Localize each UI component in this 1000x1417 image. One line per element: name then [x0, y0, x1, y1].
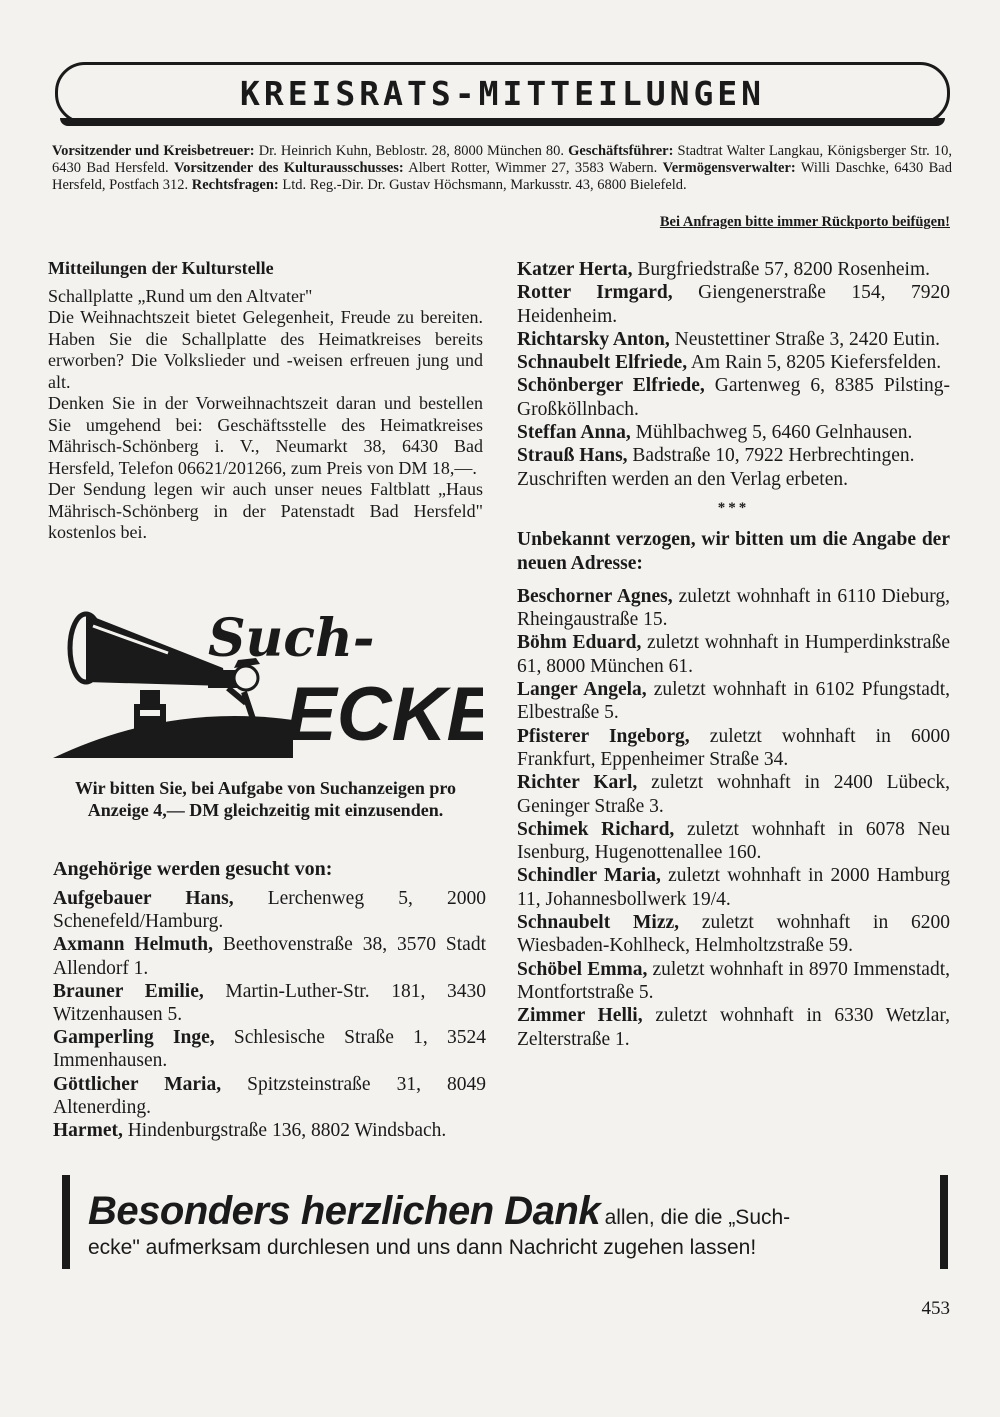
- kulturstelle-p3: Denken Sie in der Vorweihnachtszeit daran und bestellen Sie umgehend bei: Geschäftsstelle des Heimatkreises Mährisch-Schönberg i. V., Neumarkt 38, 6430 Bad Hersfeld, Telefon 06621/201266, zum Preis von DM 18,—.: [48, 393, 483, 478]
- header-banner-rule: [60, 118, 945, 126]
- suchecke-block-text: ECKE: [286, 672, 483, 757]
- dank-heading: Besonders herzlichen Dank: [88, 1189, 601, 1233]
- list-item: [53, 980, 486, 1026]
- entry-address: Mühlbachweg 5, 6460 Gelnhausen.: [630, 422, 913, 444]
- board-text-verm: Willi Daschke, 6430 Bad Hersfeld, Postfach 312.: [52, 160, 952, 193]
- entry-address: zuletzt wohnhaft in 6330 Wetzlar, Zelterstraße 1.: [517, 1005, 950, 1050]
- angehoerige-list: [53, 887, 486, 1142]
- entry-name: Richtarsky Anton,: [517, 328, 670, 350]
- list-item: [517, 631, 950, 678]
- entry-address: Giengenerstraße 154, 7920 Heidenheim.: [517, 282, 950, 327]
- entry-name: Rotter Irmgard,: [517, 282, 673, 304]
- entry-address: Hindenburgstraße 136, 8802 Windsbach.: [122, 1120, 447, 1142]
- entry-name: Böhm Eduard,: [517, 632, 642, 654]
- entry-address: Gartenweg 6, 8385 Pilsting-Großköllnbach.: [517, 375, 951, 420]
- board-text-vorsitz: Dr. Heinrich Kuhn, Beblostr. 28, 8000 München 80.: [254, 143, 569, 159]
- entry-name: Göttlicher Maria,: [53, 1073, 222, 1095]
- suchecke-illustration: [48, 608, 483, 778]
- list-item: [53, 1119, 486, 1142]
- entry-name: Strauß Hans,: [517, 445, 628, 467]
- list-item: [517, 444, 950, 467]
- section-divider-stars: ***: [717, 499, 750, 516]
- entry-address: Burgfriedstraße 57, 8200 Rosenheim.: [632, 259, 931, 280]
- pedestal-icon: [128, 690, 172, 746]
- entry-address: zuletzt wohnhaft in 6102 Pfungstadt, Elbestraße 5.: [517, 679, 951, 724]
- board-label-verm: Vermögensverwalter:: [662, 160, 796, 176]
- entry-name: Schönberger Elfriede,: [517, 375, 705, 397]
- entry-name: Axmann Helmuth,: [53, 934, 213, 956]
- entry-name: Schimek Richard,: [517, 818, 675, 840]
- kulturstelle-title: Mitteilungen der Kulturstelle: [48, 258, 274, 278]
- entry-name: Richter Karl,: [517, 772, 638, 794]
- list-item: [517, 911, 950, 958]
- entry-address: Spitzsteinstraße 31, 8049 Altenerding.: [53, 1073, 486, 1118]
- page-title: KREISRATS-MITTEILUNGEN: [239, 74, 766, 113]
- entry-name: Beschorner Agnes,: [517, 585, 673, 607]
- entry-address: zuletzt wohnhaft in 2000 Hamburg 11, Johannesbollwerk 19/4.: [517, 865, 950, 910]
- list-item: [517, 678, 950, 725]
- list-item: [517, 421, 950, 444]
- dank-box: [62, 1175, 948, 1269]
- list-item: [517, 281, 950, 328]
- list-item: [53, 1026, 486, 1072]
- list-item: [517, 725, 950, 772]
- list-item: [517, 771, 950, 818]
- suchecke-script-text: Such-: [208, 608, 375, 669]
- entry-address: zuletzt wohnhaft in 6200 Wiesbaden-Kohlheck, Helmholtzstraße 59.: [517, 912, 950, 957]
- entry-name: Steffan Anna,: [517, 422, 631, 444]
- list-item: [53, 1073, 486, 1119]
- entry-address: Martin-Luther-Str. 181, 3430 Witzenhausen 5.: [53, 980, 487, 1026]
- list-item: [517, 1004, 950, 1051]
- entry-address: Schlesische Straße 1, 3524 Immenhausen.: [53, 1027, 486, 1072]
- entry-address: zuletzt wohnhaft in Humperdinkstraße 61, 8000 München 61.: [517, 632, 950, 677]
- entry-name: Langer Angela,: [517, 679, 647, 701]
- entry-address: zuletzt wohnhaft in 2400 Lübeck, Geninger Straße 3.: [517, 772, 950, 817]
- list-item: [517, 374, 950, 421]
- entry-address: zuletzt wohnhaft in 6078 Neu Isenburg, Hugenottenallee 160.: [517, 818, 950, 864]
- list-item: [53, 933, 486, 979]
- page-number: 453: [921, 1298, 950, 1319]
- entry-address: Am Rain 5, 8205 Kiefersfelden.: [687, 352, 942, 374]
- entry-address: zuletzt wohnhaft in 8970 Immenstadt, Montfortstraße 5.: [517, 958, 950, 1003]
- unbekannt-title: Unbekannt verzogen, wir bitten um die Angabe der neuen Adresse:: [517, 529, 950, 574]
- right-entries-list: [517, 258, 950, 468]
- entry-name: Brauner Emilie,: [53, 980, 204, 1002]
- entry-name: Katzer Herta,: [517, 259, 633, 280]
- entry-address: Badstraße 10, 7922 Herbrechtingen.: [627, 445, 915, 467]
- rueckporto-note: Bei Anfragen bitte immer Rückporto beifügen!: [659, 214, 950, 230]
- list-item: [517, 328, 950, 351]
- entry-name: Schöbel Emma,: [517, 958, 648, 980]
- kulturstelle-section: [48, 258, 483, 544]
- list-item: [517, 864, 950, 911]
- entry-name: Schnaubelt Mizz,: [517, 912, 680, 934]
- entry-name: Zimmer Helli,: [517, 1005, 643, 1027]
- kulturstelle-p2: Die Weihnachtszeit bietet Gelegenheit, Freude zu bereiten. Haben Sie die Schallplatte des Heimatkreises bereits erworben? Die Volkslieder und -weisen erfreuen jung und alt.: [48, 307, 483, 392]
- entry-name: Gamperling Inge,: [53, 1027, 215, 1049]
- list-item: [517, 258, 950, 281]
- list-item: [517, 958, 950, 1005]
- suchecke-logo: [48, 608, 483, 778]
- board-label-recht: Rechtsfragen:: [191, 177, 279, 193]
- entry-name: Pfisterer Ingeborg,: [517, 725, 690, 747]
- kulturstelle-p1: Schallplatte „Rund um den Altvater": [48, 285, 313, 306]
- dank-line1-rest: allen, die die „Such-: [604, 1206, 791, 1229]
- list-item: [517, 585, 950, 632]
- entry-name: Aufgebauer Hans,: [53, 888, 234, 909]
- entry-name: Schindler Maria,: [517, 865, 661, 887]
- kulturstelle-p4: Der Sendung legen wir auch unser neues Faltblatt „Haus Mährisch-Schönberg in der Patenstadt Bad Hersfeld" kostenlos bei.: [48, 479, 483, 542]
- verlag-note: Zuschriften werden an den Verlag erbeten.: [517, 468, 848, 490]
- unbekannt-list: [517, 585, 950, 1051]
- angehoerige-title: Angehörige werden gesucht von:: [53, 858, 333, 880]
- entry-address: zuletzt wohnhaft in 6000 Frankfurt, Eppenheimer Straße 34.: [517, 725, 950, 770]
- suchecke-notice: Wir bitten Sie, bei Aufgabe von Suchanzeigen pro Anzeige 4,— DM gleichzeitig mit einzusenden.: [74, 778, 457, 820]
- dank-line2: ecke" aufmerksam durchlesen und uns dann Nachricht zugehen lassen!: [88, 1236, 757, 1259]
- entry-name: Harmet,: [53, 1120, 123, 1142]
- board-label-kultur: Vorsitzender des Kulturausschusses:: [173, 160, 404, 176]
- list-item: [53, 887, 486, 933]
- board-label-vorsitz: Vorsitzender und Kreisbetreuer:: [52, 143, 255, 159]
- list-item: [517, 818, 950, 865]
- board-text-gf: Stadtrat Walter Langkau, Königsberger Str. 10, 6430 Bad Hersfeld.: [52, 143, 952, 176]
- entry-address: Beethovenstraße 38, 3570 Stadt Allendorf 1.: [53, 934, 486, 979]
- board-label-gf: Geschäftsführer:: [568, 143, 674, 159]
- entry-address: zuletzt wohnhaft in 6110 Dieburg, Rheingaustraße 15.: [517, 585, 950, 631]
- entry-name: Schnaubelt Elfriede,: [517, 352, 688, 374]
- board-info: [52, 143, 952, 194]
- right-column: [517, 258, 950, 1051]
- board-text-kultur: Albert Rotter, Wimmer 27, 3583 Wabern.: [403, 160, 663, 176]
- list-item: [517, 351, 950, 374]
- entry-address: Neustettiner Straße 3, 2420 Eutin.: [669, 328, 941, 350]
- entry-address: Lerchenweg 5, 2000 Schenefeld/Hamburg.: [53, 888, 486, 933]
- board-text-recht: Ltd. Reg.-Dir. Dr. Gustav Höchsmann, Markusstr. 43, 6800 Bielefeld.: [278, 177, 687, 193]
